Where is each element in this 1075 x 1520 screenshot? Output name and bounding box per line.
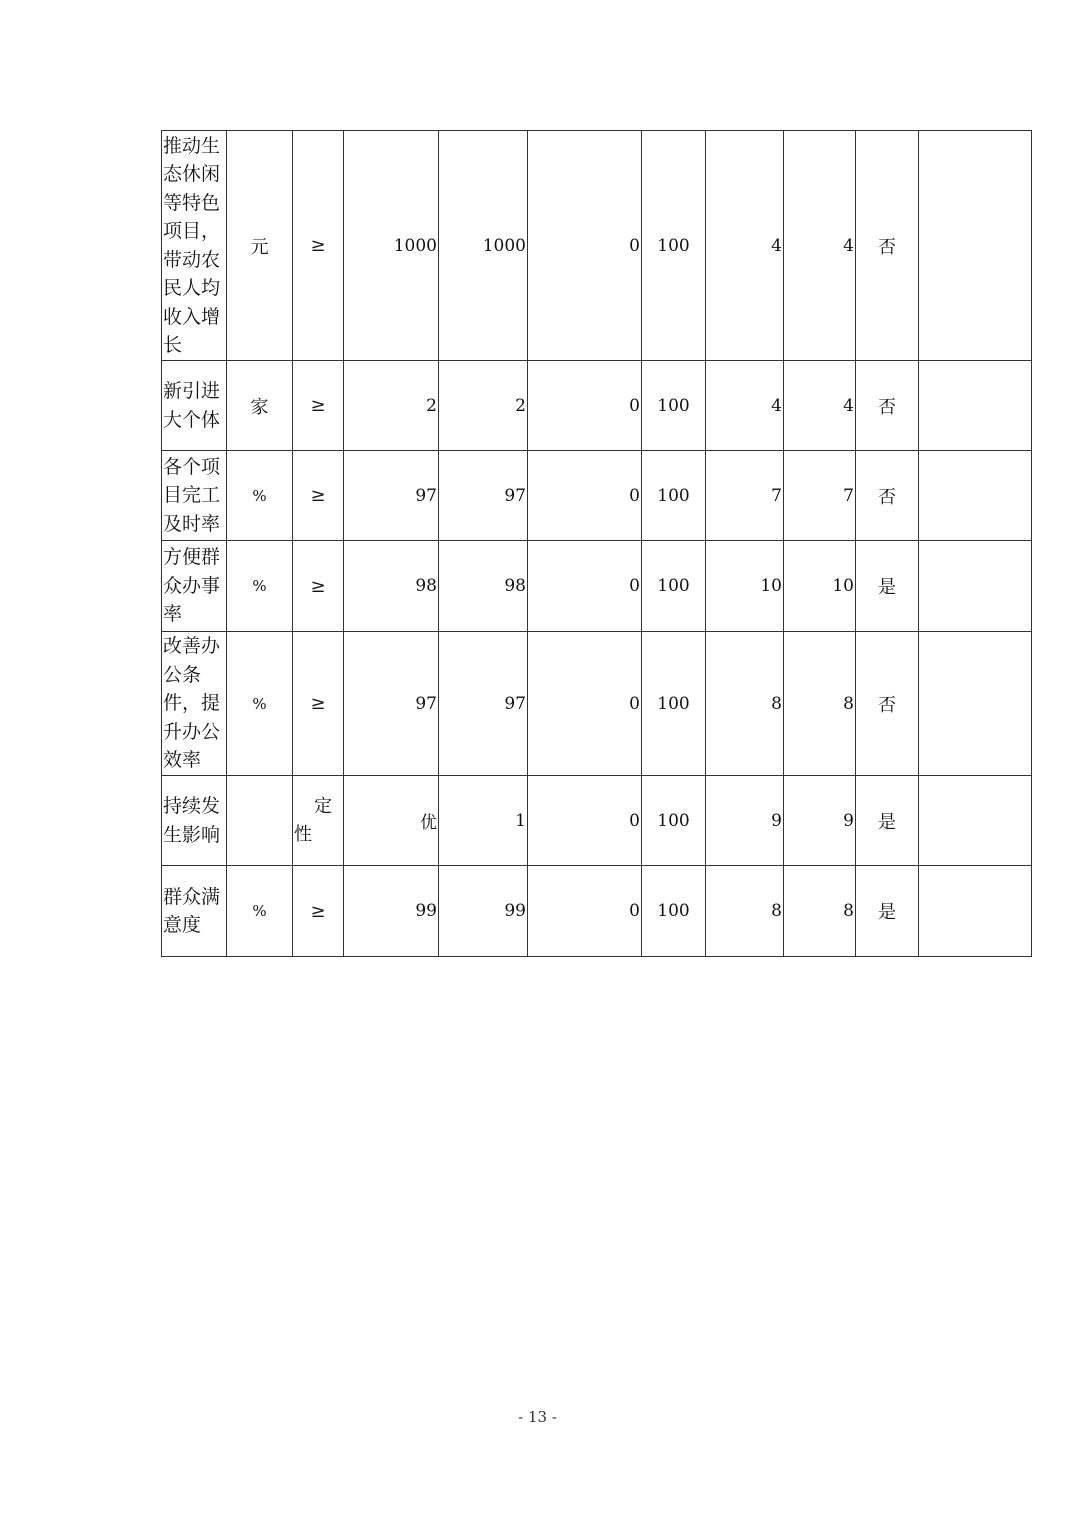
deviation-cell: 0 bbox=[528, 866, 642, 957]
completion-rate-cell: 100 bbox=[642, 541, 706, 632]
weight-cell: 10 bbox=[706, 541, 784, 632]
flag-cell: 是 bbox=[856, 866, 919, 957]
remark-cell bbox=[919, 776, 1032, 866]
actual-value-cell: 99 bbox=[439, 866, 528, 957]
unit-cell bbox=[227, 776, 293, 866]
actual-value-cell: 98 bbox=[439, 541, 528, 632]
operator-cell bbox=[293, 776, 344, 866]
flag-cell: 是 bbox=[856, 776, 919, 866]
indicator-name-cell: 方便群众办事率 bbox=[162, 541, 227, 632]
operator-cell: ≥ bbox=[293, 866, 344, 957]
table-row bbox=[162, 131, 1032, 361]
weight-cell: 4 bbox=[706, 131, 784, 361]
actual-value-cell: 1 bbox=[439, 776, 528, 866]
target-value-cell: 优 bbox=[344, 776, 439, 866]
indicator-name-cell: 改善办公条件，提升办公效率 bbox=[162, 632, 227, 776]
completion-rate-cell: 100 bbox=[642, 361, 706, 451]
weight-cell: 7 bbox=[706, 451, 784, 541]
target-value-cell: 99 bbox=[344, 866, 439, 957]
deviation-cell: 0 bbox=[528, 131, 642, 361]
operator-cell: ≥ bbox=[293, 451, 344, 541]
operator-cell: ≥ bbox=[293, 361, 344, 451]
indicator-name-cell: 群众满意度 bbox=[162, 866, 227, 957]
score-cell: 4 bbox=[784, 361, 856, 451]
table-row bbox=[162, 451, 1032, 541]
unit-cell: 家 bbox=[227, 361, 293, 451]
unit-cell: % bbox=[227, 866, 293, 957]
weight-cell: 4 bbox=[706, 361, 784, 451]
target-value-cell: 98 bbox=[344, 541, 439, 632]
remark-cell bbox=[919, 451, 1032, 541]
actual-value-cell: 2 bbox=[439, 361, 528, 451]
remark-cell bbox=[919, 632, 1032, 776]
unit-cell: 元 bbox=[227, 131, 293, 361]
remark-cell bbox=[919, 866, 1032, 957]
target-value-cell: 97 bbox=[344, 632, 439, 776]
table-row bbox=[162, 776, 1032, 866]
score-cell: 7 bbox=[784, 451, 856, 541]
target-value-cell: 2 bbox=[344, 361, 439, 451]
completion-rate-cell: 100 bbox=[642, 131, 706, 361]
flag-cell: 否 bbox=[856, 361, 919, 451]
deviation-cell: 0 bbox=[528, 451, 642, 541]
operator-cell: ≥ bbox=[293, 632, 344, 776]
page-number: - 13 - bbox=[518, 1408, 557, 1426]
unit-cell: % bbox=[227, 632, 293, 776]
remark-cell bbox=[919, 361, 1032, 451]
operator-line-1: 定 bbox=[314, 795, 332, 817]
score-cell: 9 bbox=[784, 776, 856, 866]
deviation-cell: 0 bbox=[528, 632, 642, 776]
actual-value-cell: 97 bbox=[439, 632, 528, 776]
actual-value-cell: 1000 bbox=[439, 131, 528, 361]
flag-cell: 否 bbox=[856, 451, 919, 541]
operator-cell: ≥ bbox=[293, 541, 344, 632]
deviation-cell: 0 bbox=[528, 541, 642, 632]
completion-rate-cell: 100 bbox=[642, 632, 706, 776]
table-row bbox=[162, 632, 1032, 776]
indicator-name-cell: 各个项目完工及时率 bbox=[162, 451, 227, 541]
flag-cell: 否 bbox=[856, 131, 919, 361]
operator-cell: ≥ bbox=[293, 131, 344, 361]
weight-cell: 9 bbox=[706, 776, 784, 866]
table-row bbox=[162, 361, 1032, 451]
table-row bbox=[162, 541, 1032, 632]
indicator-name-cell: 推动生态休闲等特色项目，带动农民人均收入增长 bbox=[162, 131, 227, 361]
actual-value-cell: 97 bbox=[439, 451, 528, 541]
completion-rate-cell: 100 bbox=[642, 776, 706, 866]
remark-cell bbox=[919, 541, 1032, 632]
score-cell: 10 bbox=[784, 541, 856, 632]
completion-rate-cell: 100 bbox=[642, 451, 706, 541]
operator-line-2: 性 bbox=[294, 823, 312, 845]
flag-cell: 是 bbox=[856, 541, 919, 632]
score-cell: 8 bbox=[784, 866, 856, 957]
flag-cell: 否 bbox=[856, 632, 919, 776]
indicator-name-cell: 新引进大个体 bbox=[162, 361, 227, 451]
indicator-name-cell: 持续发生影响 bbox=[162, 776, 227, 866]
weight-cell: 8 bbox=[706, 632, 784, 776]
target-value-cell: 1000 bbox=[344, 131, 439, 361]
score-cell: 4 bbox=[784, 131, 856, 361]
remark-cell bbox=[919, 131, 1032, 361]
deviation-cell: 0 bbox=[528, 361, 642, 451]
score-cell: 8 bbox=[784, 632, 856, 776]
deviation-cell: 0 bbox=[528, 776, 642, 866]
unit-cell: % bbox=[227, 451, 293, 541]
target-value-cell: 97 bbox=[344, 451, 439, 541]
weight-cell: 8 bbox=[706, 866, 784, 957]
table-row bbox=[162, 866, 1032, 957]
unit-cell: % bbox=[227, 541, 293, 632]
completion-rate-cell: 100 bbox=[642, 866, 706, 957]
performance-indicator-table bbox=[161, 130, 1032, 957]
